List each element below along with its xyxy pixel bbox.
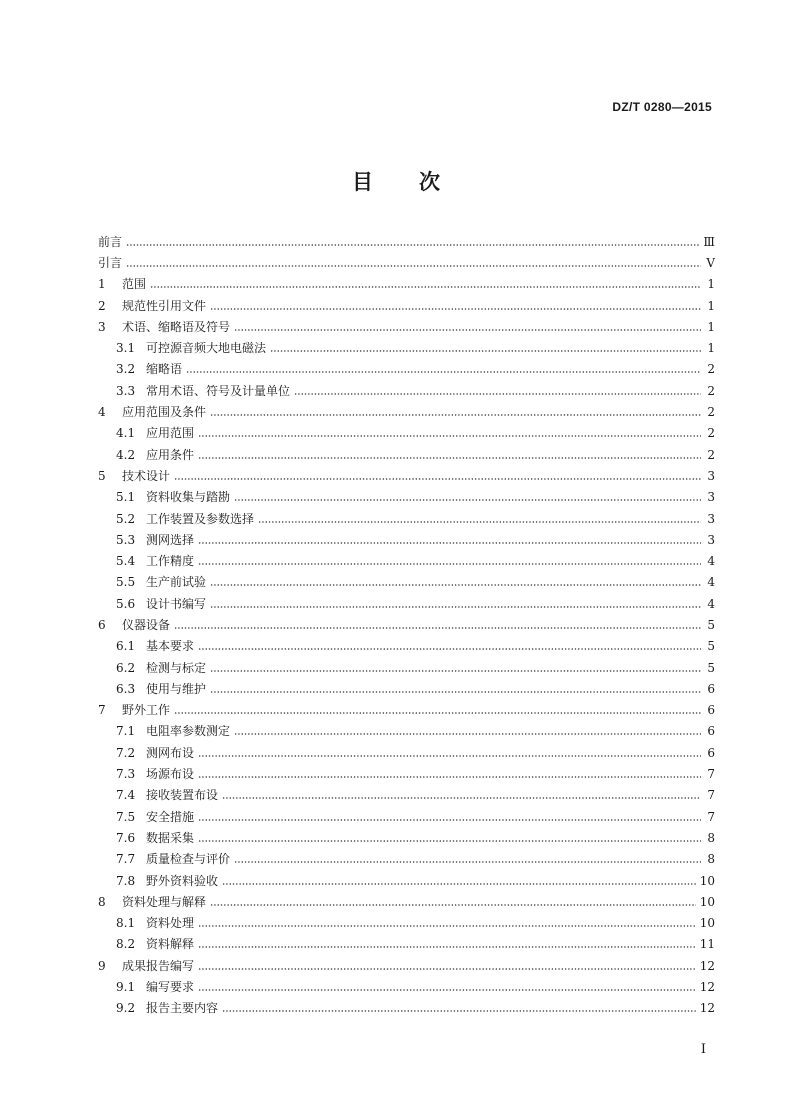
toc-entry-number: 7 [98, 703, 106, 718]
toc-entry[interactable] [98, 295, 715, 316]
toc-entry-title: 引言 [98, 255, 123, 270]
toc-entry-title: 应用范围 [146, 426, 195, 441]
toc-entry-number: 7.7 [116, 852, 136, 867]
toc-entry[interactable] [98, 785, 715, 806]
dot-leader [198, 776, 701, 778]
dot-leader [198, 946, 696, 948]
toc-entry-number: 7.1 [116, 724, 136, 739]
toc-entry-title: 术语、缩略语及符号 [122, 319, 231, 334]
toc-entry[interactable] [98, 891, 715, 912]
toc-entry-number: 7.2 [116, 745, 136, 760]
dot-leader [174, 478, 701, 480]
dot-leader [174, 627, 701, 629]
toc-entry[interactable] [98, 550, 715, 571]
toc-entry-page: 2 [707, 362, 715, 377]
toc-entry-page: 4 [707, 575, 715, 590]
toc-entry-number: 9.2 [116, 1001, 136, 1016]
toc-entry-page: 3 [707, 490, 715, 505]
dot-leader [258, 521, 701, 523]
toc-entry[interactable] [98, 934, 715, 955]
toc-entry-title: 资料解释 [146, 937, 195, 952]
dot-leader [174, 712, 701, 714]
toc-entry-page: 7 [707, 809, 715, 824]
toc-entry-title: 规范性引用文件 [122, 298, 207, 313]
toc-entry[interactable] [98, 231, 715, 252]
toc-entry-number: 1 [98, 277, 106, 292]
toc-entry[interactable] [98, 465, 715, 486]
toc-entry-page: 4 [707, 596, 715, 611]
toc-entry-title: 可控源音频大地电磁法 [146, 341, 267, 356]
toc-entry-page: 6 [707, 681, 715, 696]
toc-entry-title: 检测与标定 [146, 660, 207, 675]
toc-entry-title: 电阻率参数测定 [146, 724, 231, 739]
toc-entry-number: 5.1 [116, 490, 136, 505]
dot-leader [198, 989, 696, 991]
toc-entry-number: 8.2 [116, 937, 136, 952]
toc-entry-page: 2 [707, 383, 715, 398]
toc-entry[interactable] [98, 508, 715, 529]
dot-leader [294, 393, 701, 395]
toc-entry-title: 使用与维护 [146, 681, 207, 696]
toc-entry-number: 7.8 [116, 873, 136, 888]
toc-entry[interactable] [98, 678, 715, 699]
toc-entry[interactable] [98, 955, 715, 976]
toc-entry-title: 应用范围及条件 [122, 405, 207, 420]
toc-entry-page: 5 [707, 660, 715, 675]
toc-entry[interactable] [98, 572, 715, 593]
dot-leader [210, 584, 701, 586]
toc-entry-title: 工作装置及参数选择 [146, 511, 255, 526]
toc-entry-number: 7.5 [116, 809, 136, 824]
toc-entry-title: 资料处理 [146, 916, 195, 931]
toc-entry-page: 5 [707, 617, 715, 632]
toc-entry[interactable] [98, 444, 715, 465]
toc-entry[interactable] [98, 316, 715, 337]
toc-entry[interactable] [98, 423, 715, 444]
toc-entry-title: 基本要求 [146, 639, 195, 654]
toc-entry-page: 4 [707, 554, 715, 569]
toc-entry[interactable] [98, 849, 715, 870]
toc-entry-page: 2 [707, 447, 715, 462]
dot-leader [210, 414, 701, 416]
toc-entry-page: Ⅲ [703, 234, 715, 249]
toc-entry-title: 数据采集 [146, 830, 195, 845]
toc-entry-page: 8 [707, 830, 715, 845]
dot-leader [210, 606, 701, 608]
toc-entry-page: 3 [707, 532, 715, 547]
toc-entry-page: 11 [699, 937, 715, 952]
toc-entry-title: 测网布设 [146, 745, 195, 760]
toc-entry-number: 4.2 [116, 447, 136, 462]
dot-leader [198, 925, 696, 927]
toc-entry-number: 7.4 [116, 788, 136, 803]
toc-entry[interactable] [98, 998, 715, 1019]
toc-entry[interactable] [98, 700, 715, 721]
dot-leader [210, 904, 696, 906]
toc-entry[interactable] [98, 487, 715, 508]
toc-entry-number: 5.3 [116, 532, 136, 547]
toc-entry-page: 6 [707, 724, 715, 739]
dot-leader [234, 861, 701, 863]
toc-entry-title: 编写要求 [146, 980, 195, 995]
toc-entry[interactable] [98, 359, 715, 380]
toc-entry-number: 9.1 [116, 980, 136, 995]
toc-entry-page: 1 [707, 319, 715, 334]
toc-entry-number: 3 [98, 319, 106, 334]
page-title-char-1: 目 [352, 170, 373, 194]
toc-entry-title: 成果报告编写 [122, 958, 195, 973]
toc-entry-number: 5.2 [116, 511, 136, 526]
toc-entry[interactable] [98, 529, 715, 550]
toc-entry-title: 资料处理与解释 [122, 894, 207, 909]
toc-entry-number: 5 [98, 468, 106, 483]
toc-entry[interactable] [98, 657, 715, 678]
toc-entry-number: 6.1 [116, 639, 136, 654]
dot-leader [126, 265, 701, 267]
toc-entry-title: 常用术语、符号及计量单位 [146, 383, 291, 398]
toc-entry-page: 6 [707, 745, 715, 760]
dot-leader [270, 350, 701, 352]
toc-entry[interactable] [98, 976, 715, 997]
dot-leader [234, 499, 701, 501]
toc-entry-page: 6 [707, 703, 715, 718]
toc-entry-title: 资料收集与踏勘 [146, 490, 231, 505]
toc-entry-page: 12 [699, 980, 715, 995]
toc-entry-page: 8 [707, 852, 715, 867]
toc-entry-title: 场源布设 [146, 767, 195, 782]
toc-entry-number: 8 [98, 894, 106, 909]
toc-entry-number: 8.1 [116, 916, 136, 931]
toc-entry-number: 7.6 [116, 830, 136, 845]
page-title-char-2: 次 [419, 170, 440, 194]
toc-entry-title: 野外工作 [122, 703, 171, 718]
toc-entry-number: 3.3 [116, 383, 136, 398]
toc-entry-title: 缩略语 [146, 362, 183, 377]
toc-entry-page: 12 [699, 958, 715, 973]
toc-entry-number: 3.1 [116, 341, 136, 356]
toc-entry-number: 5.6 [116, 596, 136, 611]
toc-entry[interactable] [98, 742, 715, 763]
toc-entry[interactable] [98, 806, 715, 827]
table-of-contents [98, 231, 715, 1019]
toc-entry-page: 3 [707, 468, 715, 483]
toc-entry-page: 12 [699, 1001, 715, 1016]
toc-entry[interactable] [98, 401, 715, 422]
toc-entry-page: 1 [707, 341, 715, 356]
toc-entry-title: 测网选择 [146, 532, 195, 547]
dot-leader [150, 286, 701, 288]
dot-leader [222, 797, 701, 799]
toc-entry[interactable] [98, 337, 715, 358]
dot-leader [198, 968, 696, 970]
toc-entry-title: 仪器设备 [122, 617, 171, 632]
toc-entry[interactable] [98, 636, 715, 657]
toc-entry-title: 技术设计 [122, 468, 171, 483]
toc-entry-number: 3.2 [116, 362, 136, 377]
dot-leader [198, 819, 701, 821]
toc-entry-page: 5 [707, 639, 715, 654]
toc-entry-number: 6.3 [116, 681, 136, 696]
toc-entry-title: 设计书编写 [146, 596, 207, 611]
toc-entry-page: 2 [707, 405, 715, 420]
toc-entry[interactable] [98, 614, 715, 635]
dot-leader [198, 435, 701, 437]
toc-entry[interactable] [98, 827, 715, 848]
toc-entry-number: 4.1 [116, 426, 136, 441]
dot-leader [210, 691, 701, 693]
page-title [0, 166, 792, 196]
dot-leader [126, 244, 699, 246]
toc-entry-title: 质量检查与评价 [146, 852, 231, 867]
toc-entry[interactable] [98, 593, 715, 614]
toc-entry-title: 报告主要内容 [146, 1001, 219, 1016]
toc-entry-page: 10 [699, 873, 715, 888]
dot-leader [234, 733, 701, 735]
dot-leader [210, 308, 701, 310]
dot-leader [198, 457, 701, 459]
toc-entry-page: 7 [707, 767, 715, 782]
toc-entry-page: 10 [699, 916, 715, 931]
toc-entry-page: 1 [707, 277, 715, 292]
dot-leader [198, 563, 701, 565]
toc-entry-number: 5.5 [116, 575, 136, 590]
dot-leader [222, 883, 696, 885]
toc-entry-title: 生产前试验 [146, 575, 207, 590]
toc-entry-page: 2 [707, 426, 715, 441]
dot-leader [198, 648, 701, 650]
toc-entry-title: 接收装置布设 [146, 788, 219, 803]
toc-entry[interactable] [98, 252, 715, 273]
toc-entry-title: 安全措施 [146, 809, 195, 824]
toc-entry-page: 10 [699, 894, 715, 909]
toc-entry-title: 前言 [98, 234, 123, 249]
standard-code: DZ/T 0280—2015 [612, 100, 712, 114]
toc-entry-page: 1 [707, 298, 715, 313]
toc-entry-number: 5.4 [116, 554, 136, 569]
dot-leader [222, 1010, 696, 1012]
dot-leader [186, 371, 701, 373]
toc-entry-title: 野外资料验收 [146, 873, 219, 888]
dot-leader [198, 755, 701, 757]
toc-entry[interactable] [98, 763, 715, 784]
dot-leader [198, 542, 701, 544]
dot-leader [210, 670, 701, 672]
toc-entry[interactable] [98, 380, 715, 401]
toc-entry[interactable] [98, 870, 715, 891]
toc-entry-title: 范围 [122, 277, 147, 292]
toc-entry[interactable] [98, 274, 715, 295]
toc-entry-page: 3 [707, 511, 715, 526]
toc-entry-number: 4 [98, 405, 106, 420]
toc-entry-number: 6.2 [116, 660, 136, 675]
toc-entry-number: 9 [98, 958, 106, 973]
toc-entry-page: Ⅴ [706, 255, 715, 270]
toc-entry-title: 工作精度 [146, 554, 195, 569]
toc-entry[interactable] [98, 721, 715, 742]
toc-entry-page: 7 [707, 788, 715, 803]
toc-entry-number: 2 [98, 298, 106, 313]
dot-leader [234, 329, 701, 331]
page-number: I [700, 1042, 706, 1057]
dot-leader [198, 840, 701, 842]
toc-entry-title: 应用条件 [146, 447, 195, 462]
toc-entry-number: 7.3 [116, 767, 136, 782]
toc-entry[interactable] [98, 913, 715, 934]
toc-entry-number: 6 [98, 617, 106, 632]
